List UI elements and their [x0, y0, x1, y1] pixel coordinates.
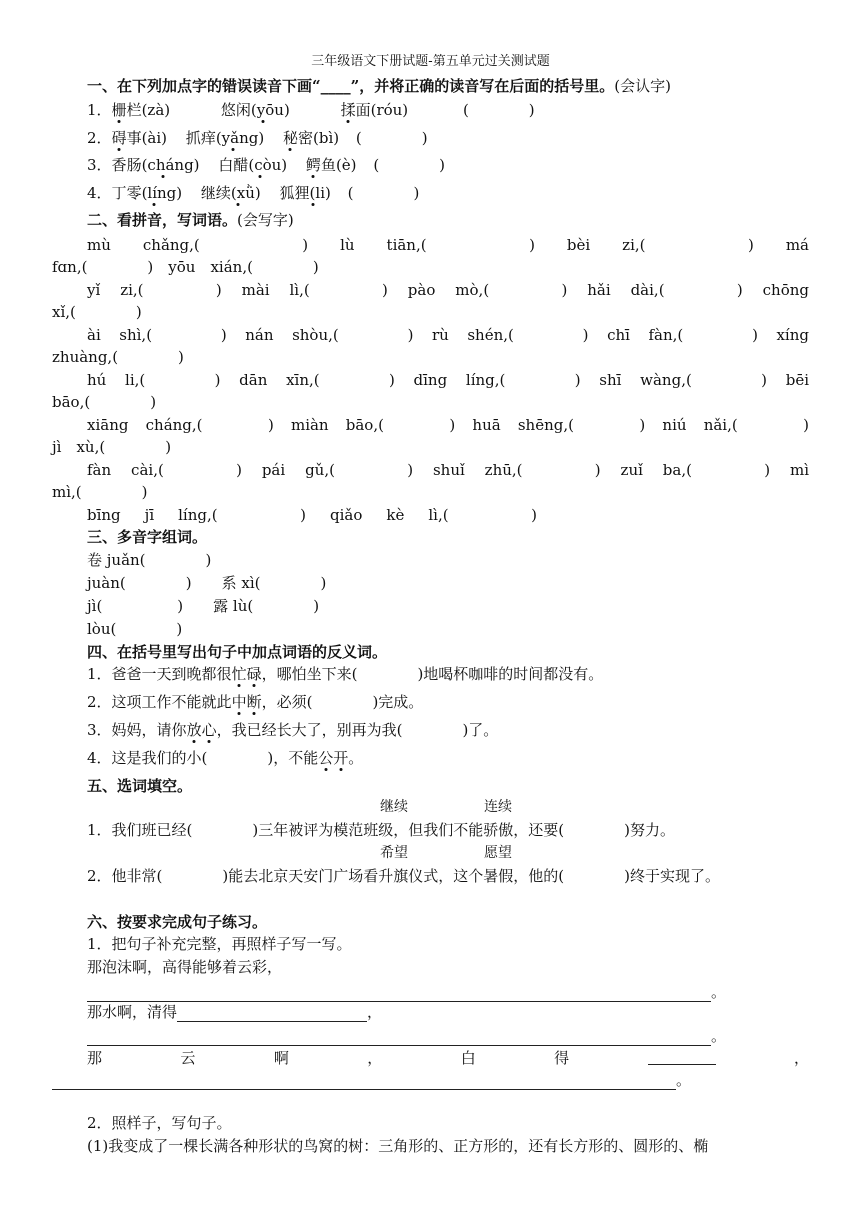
pinyin-line: xiāng cháng,( ) miàn bāo,( ) huā shēng,( ) niú nǎi,( ): [87, 416, 809, 434]
question-1: 1．把句子补充完整，再照样子写一写。: [87, 935, 352, 953]
antonym-item-1: 1．爸爸一天到晚都很忙碌，哪怕坐下来( )地喝杯咖啡的时间都没有。: [87, 665, 604, 683]
answer-blank[interactable]: [52, 1073, 676, 1090]
question-2: 2．照样子，写句子。: [87, 1114, 232, 1132]
answer-line-1: 。: [87, 982, 809, 1002]
section-3-heading: 三、多音字组词。: [87, 528, 208, 546]
question-2-part-1: (1)我变成了一棵长满各种形状的鸟窝的树：三角形的、正方形的，还有长方形的、圆形的、椭: [87, 1137, 709, 1155]
fill-item-1: 1．我们班已经( )三年被评为模范班级，但我们不能骄傲，还要( )努力。: [87, 821, 675, 839]
polyphone-line: juàn( ) 系 xì( ): [87, 574, 327, 592]
answer-line-2: 。: [87, 1026, 809, 1046]
pinyin-line: mù chǎng,( ) lù tiān,( ) bèi zi,( ) má: [87, 236, 809, 254]
section-6-heading: 六、按要求完成句子练习。: [87, 913, 268, 931]
document-title: 三年级语文下册试题-第五单元过关测试题: [311, 54, 550, 69]
word-choice: 希望: [380, 845, 408, 861]
section-1-item-2: 2．碍事(ài) 抓痒(yǎng) 秘密(bì) ( ): [87, 129, 428, 147]
answer-blank[interactable]: [87, 985, 711, 1002]
example-sentence: 那泡沫啊，高得能够着云彩，: [87, 958, 283, 976]
pinyin-line: bīng jī líng,( ) qiǎo kè lì,( ): [87, 506, 537, 524]
answer-parentheses[interactable]: ( ): [355, 129, 428, 147]
antonym-item-4: 4．这是我们的小( )，不能公开。: [87, 749, 364, 767]
section-1-heading: 一、在下列加点字的错误读音下画“____”，并将正确的读音写在后面的括号里。(会认字): [87, 77, 671, 95]
pinyin-line: jì xù,( ): [52, 438, 172, 456]
fill-item-2: 2．他非常( )能去北京天安门广场看升旗仪式，这个暑假，他的( )终于实现了。: [87, 867, 720, 885]
pinyin-line: xǐ,( ): [52, 303, 142, 321]
section-1-item-4: 4．丁零(líng) 继续(xǜ) 狐狸(li) ( ): [87, 184, 420, 202]
antonym-item-3: 3．妈妈，请你放心，我已经长大了，别再为我( )了。: [87, 721, 499, 739]
pinyin-line: yǐ zi,( ) mài lì,( ) pào mò,( ) hǎi dài,( ) chōng: [87, 281, 809, 299]
word-choice: 连续: [484, 799, 512, 815]
section-2-heading: 二、看拼音，写词语。(会写字): [87, 211, 294, 229]
polyphone-line: jì( ) 露 lù( ): [87, 597, 320, 615]
water-sentence: 那水啊，清得 ，: [87, 1003, 383, 1021]
pinyin-line: hú li,( ) dān xīn,( ) dīng líng,( ) shī wàng,( ) bēi: [87, 371, 809, 389]
pinyin-line: ài shì,( ) nán shòu,( ) rù shén,( ) chī fàn,( ) xíng: [87, 326, 809, 344]
pinyin-line: fàn cài,( ) pái gǔ,( ) shuǐ zhū,( ) zuǐ ba,( ) mì: [87, 461, 809, 479]
section-5-heading: 五、选词填空。: [87, 777, 193, 795]
word-choice: 继续: [380, 799, 408, 815]
answer-parentheses[interactable]: ( ): [462, 101, 535, 119]
pinyin-line: fɑn,( ) yōu xián,( ): [52, 258, 319, 276]
answer-blank[interactable]: [177, 1005, 367, 1022]
pinyin-line: bāo,( ): [52, 393, 157, 411]
pinyin-line: zhuàng,( ): [52, 348, 184, 366]
answer-parentheses[interactable]: ( ): [347, 184, 420, 202]
pinyin-line: mì,( ): [52, 483, 148, 501]
polyphone-line: 卷 juǎn( ): [87, 551, 212, 569]
section-4-heading: 四、在括号里写出句子中加点词语的反义词。: [87, 643, 388, 661]
section-1-item-3: 3．香肠(cháng) 白醋(còu) 鳄鱼(è) ( ): [87, 156, 446, 174]
cloud-sentence: 那 云 啊 ， 白 得 ，: [87, 1049, 809, 1067]
polyphone-line: lòu( ): [87, 620, 183, 638]
word-choice: 愿望: [484, 845, 512, 861]
answer-blank[interactable]: [648, 1048, 716, 1065]
answer-parentheses[interactable]: ( ): [373, 156, 446, 174]
antonym-item-2: 2．这项工作不能就此中断，必须( )完成。: [87, 693, 424, 711]
section-1-item-1: 1．栅栏(zà) 悠闲(yōu) 揉面(róu) ( ): [87, 101, 535, 119]
answer-line-3: 。: [52, 1070, 809, 1090]
answer-blank[interactable]: [87, 1029, 711, 1046]
